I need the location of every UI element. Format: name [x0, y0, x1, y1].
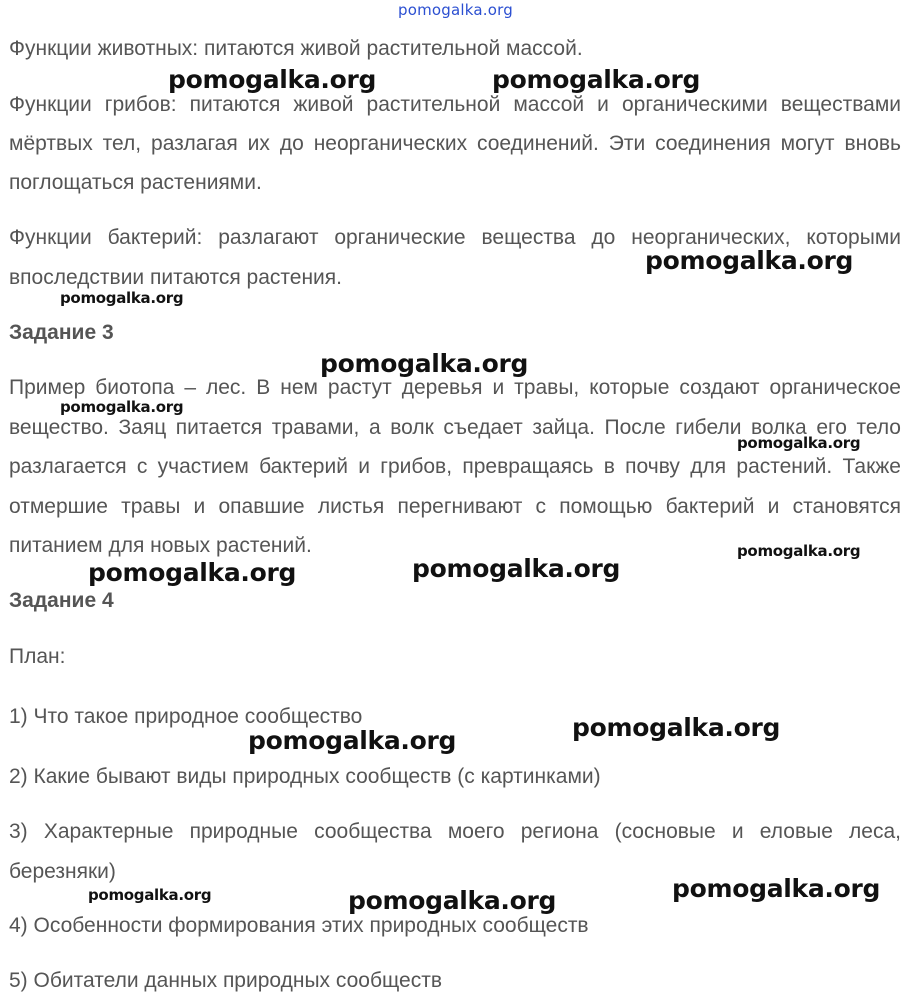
plan-item: 5) Обитатели данных природных сообществ — [9, 969, 443, 992]
bacteria-paragraph: Функции бактерий: разлагают органические вещества до неорганических, которыми впоследствии питаются растения. — [9, 226, 901, 289]
watermark: pomogalka.org — [88, 886, 212, 904]
plan-item: 2) Какие бывают виды природных сообществ (с картинками) — [9, 765, 601, 788]
watermark: pomogalka.org — [168, 65, 377, 94]
plan-item: 1) Что такое природное сообщество — [9, 705, 363, 728]
watermark: pomogalka.org — [88, 558, 297, 587]
watermark: pomogalka.org — [492, 65, 701, 94]
watermark: pomogalka.org — [672, 874, 881, 903]
watermark: pomogalka.org — [320, 349, 529, 378]
task3-heading: Задание 3 — [9, 321, 114, 344]
watermark-top: pomogalka.org — [398, 1, 513, 19]
watermark: pomogalka.org — [348, 886, 557, 915]
watermark: pomogalka.org — [737, 434, 861, 452]
animals-paragraph: Функции животных: питаются живой растительной массой. — [9, 37, 583, 60]
watermark: pomogalka.org — [60, 289, 184, 307]
task4-heading: Задание 4 — [9, 589, 114, 612]
watermark: pomogalka.org — [60, 398, 184, 416]
watermark: pomogalka.org — [645, 246, 854, 275]
plan-item: 3) Характерные природные сообщества моего региона (сосновые и еловые леса, березняки) — [9, 820, 901, 883]
watermark: pomogalka.org — [572, 713, 781, 742]
watermark: pomogalka.org — [412, 554, 621, 583]
watermark: pomogalka.org — [248, 726, 457, 755]
plan-item: 4) Особенности формирования этих природных сообществ — [9, 914, 589, 937]
watermark: pomogalka.org — [737, 542, 861, 560]
task3-paragraph: Пример биотопа – лес. В нем растут деревья и травы, которые создают органическое вещество. Заяц питается травами, а волк съедает зайца. После гибели волка его тело разлагается с участием бактерий и грибов, превращаясь в почву для растений. Также отмершие травы и опавшие листья перегнивают с помощью бактерий и становятся питанием для новых растений. — [9, 376, 901, 557]
plan-label: План: — [9, 645, 66, 668]
fungi-paragraph: Функции грибов: питаются живой растительной массой и органическими веществами мёртвых тел, разлагая их до неорганических соединений. Эти соединения могут вновь поглощаться растениями. — [9, 93, 901, 194]
